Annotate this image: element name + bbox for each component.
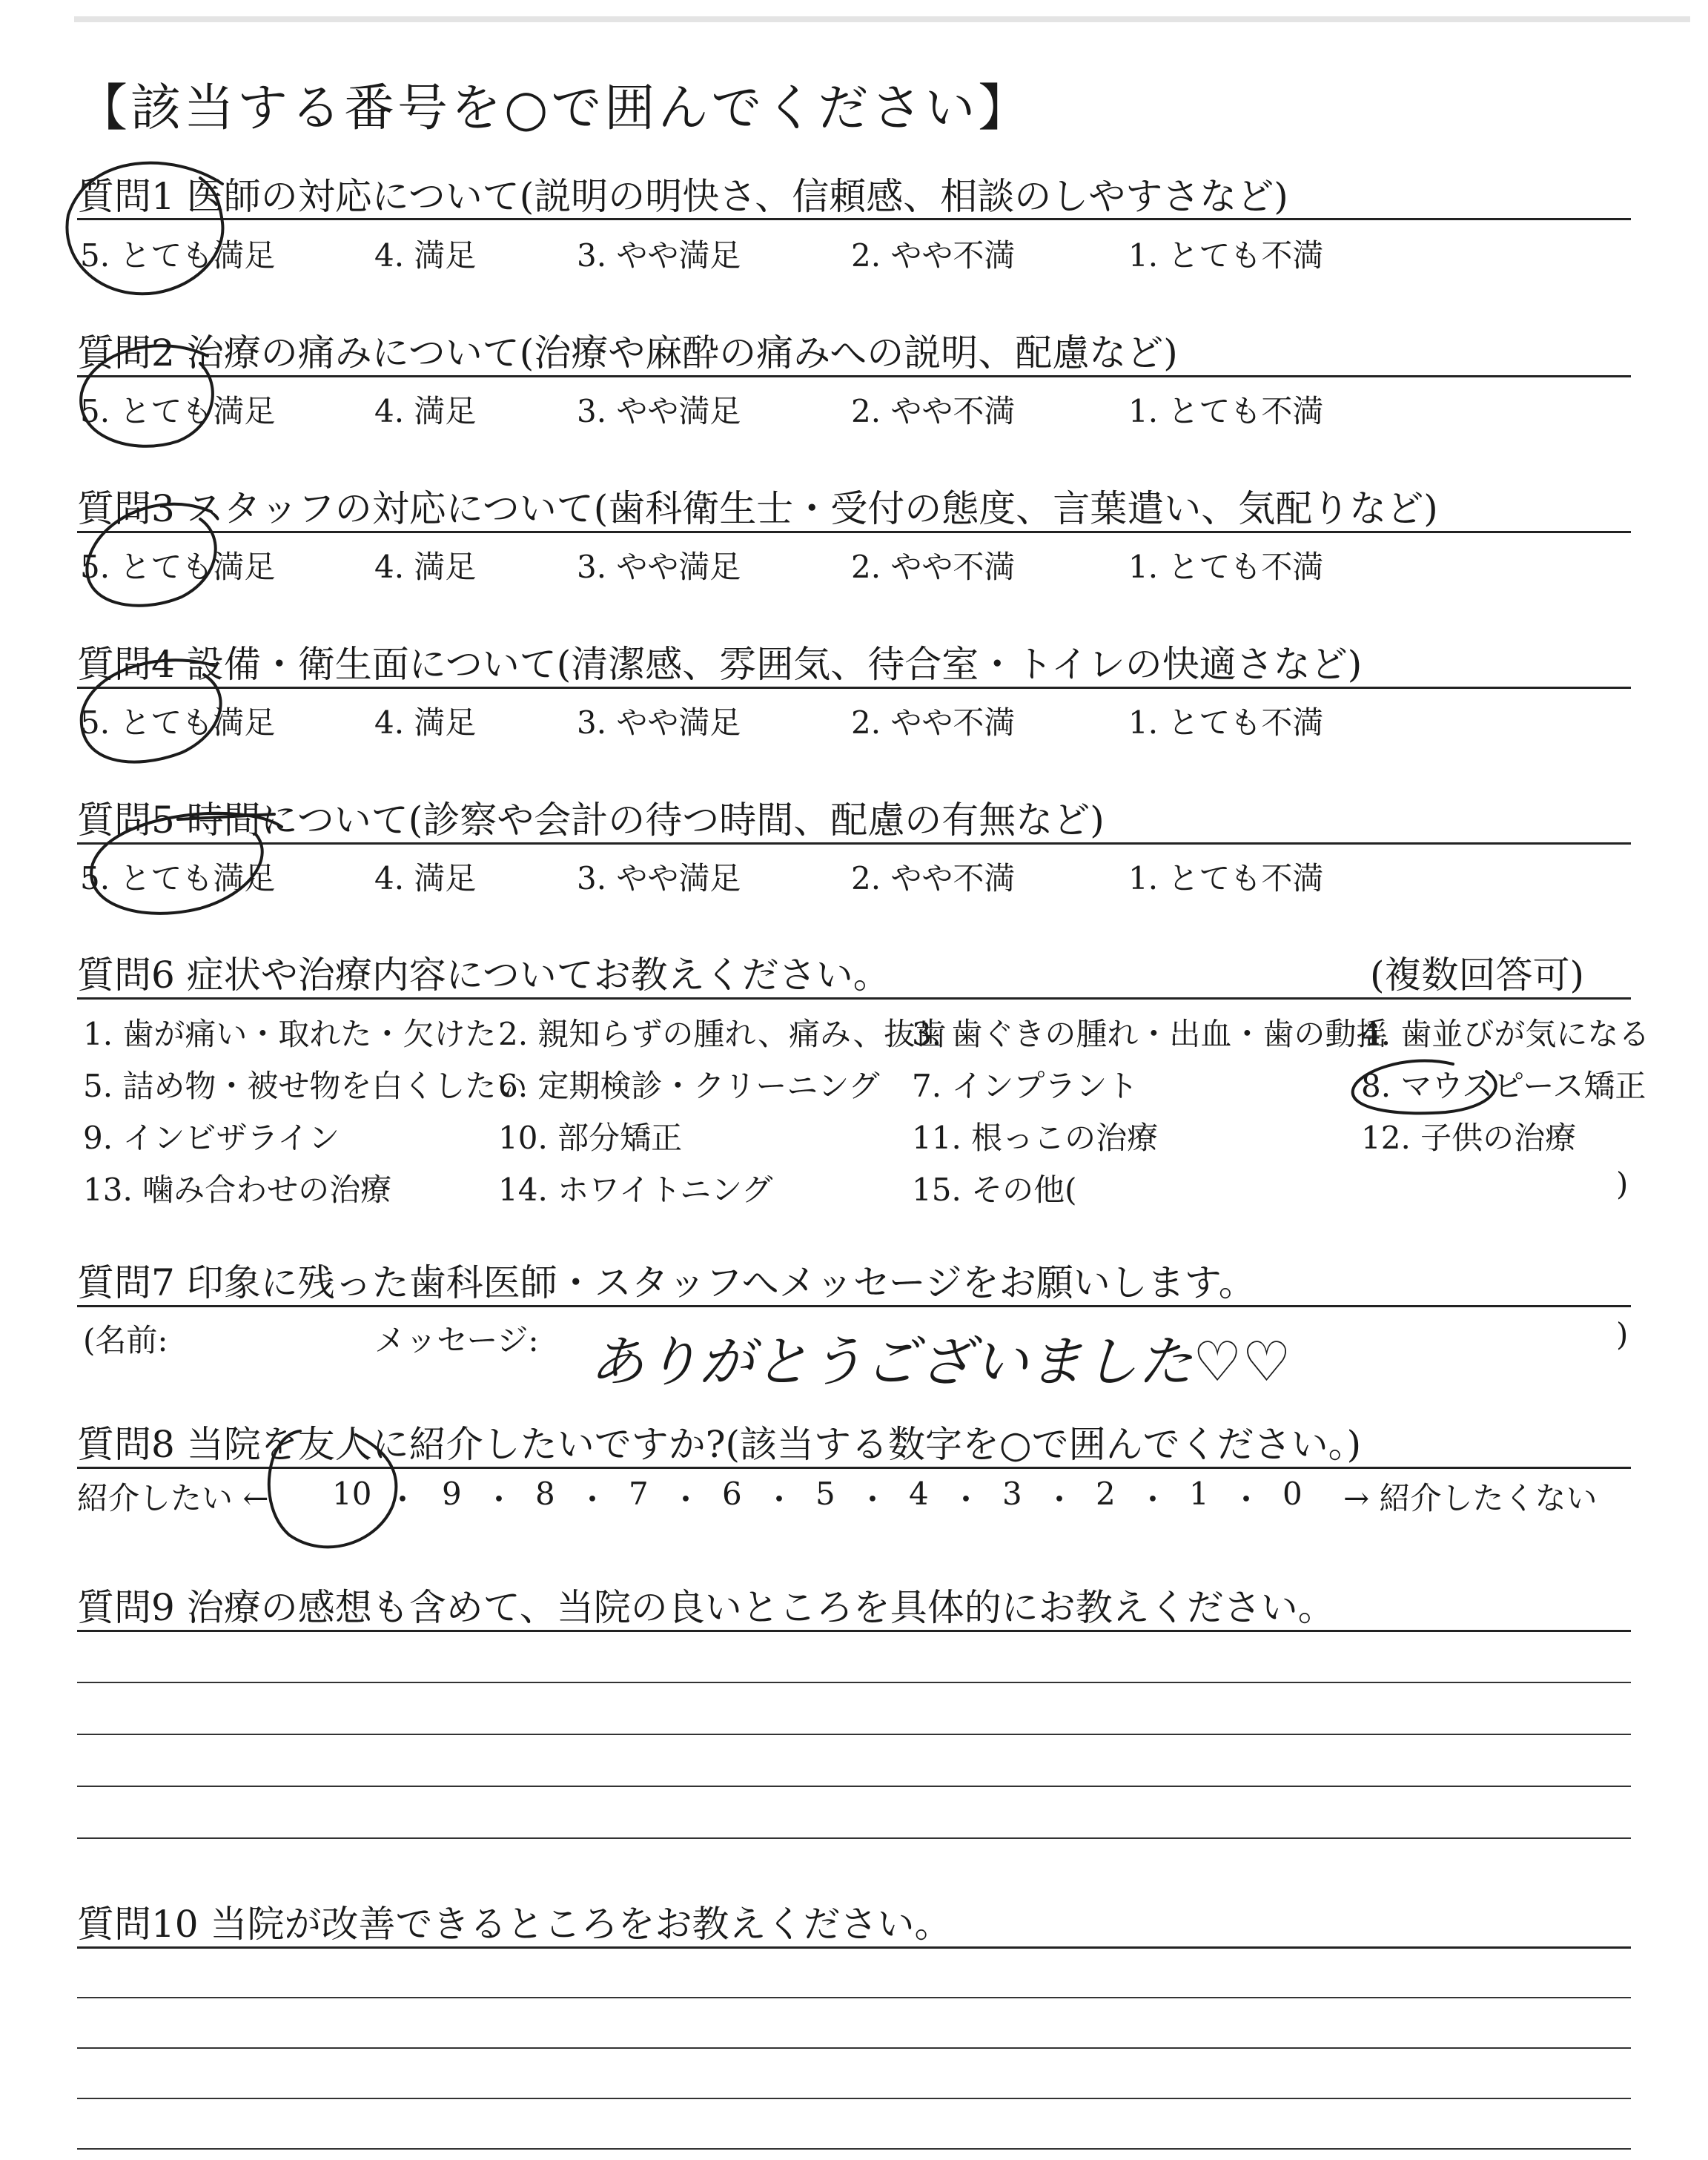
q6-option-14[interactable]: 14. ホワイトニング — [498, 1172, 773, 1208]
question-3-label: 質問3 スタッフの対応について(歯科衛生士・受付の態度、言葉遣い、気配りなど) — [77, 487, 1438, 530]
q9-answer-line[interactable] — [77, 1786, 1631, 1787]
q8-dot: ・ — [483, 1482, 515, 1518]
q3-option-1[interactable]: 1. とても不満 — [1128, 549, 1324, 585]
q1-option-2[interactable]: 2. やや不満 — [851, 237, 1016, 274]
q4-option-3[interactable]: 3. やや満足 — [577, 704, 741, 741]
q8-score-4[interactable]: 4 — [909, 1476, 929, 1512]
q8-score-8[interactable]: 8 — [535, 1476, 555, 1512]
q8-dot: ・ — [857, 1482, 889, 1518]
q10-answer-line[interactable] — [77, 2148, 1631, 2150]
q9-answer-line[interactable] — [77, 1682, 1631, 1683]
form-title: 【該当する番号を○で囲んでください】 — [77, 79, 1032, 138]
q8-score-9[interactable]: 9 — [442, 1476, 462, 1512]
q6-option-15[interactable]: 15. その他( — [912, 1172, 1077, 1208]
q8-score-6[interactable]: 6 — [722, 1476, 742, 1512]
q4-option-2[interactable]: 2. やや不満 — [851, 704, 1016, 741]
question-4-rule — [77, 687, 1631, 689]
q5-option-1[interactable]: 1. とても不満 — [1128, 860, 1324, 896]
question-6-rule — [77, 997, 1631, 1000]
q2-option-5[interactable]: 5. とても満足 — [80, 393, 276, 429]
q8-score-5[interactable]: 5 — [815, 1476, 835, 1512]
q6-option-5[interactable]: 5. 詰め物・被せ物を白くしたい — [83, 1068, 528, 1104]
question-5-rule — [77, 842, 1631, 845]
q6-option-8[interactable]: 8. マウスピース矯正 — [1361, 1068, 1646, 1104]
q6-option-1[interactable]: 1. 歯が痛い・取れた・欠けた — [83, 1016, 497, 1052]
q8-score-0[interactable]: 0 — [1282, 1476, 1302, 1512]
q4-option-1[interactable]: 1. とても不満 — [1128, 704, 1324, 741]
q7-close-paren: ) — [1616, 1316, 1629, 1353]
q6-option-13[interactable]: 13. 噛み合わせの治療 — [83, 1172, 392, 1208]
q4-option-4[interactable]: 4. 満足 — [374, 704, 477, 741]
q3-option-5[interactable]: 5. とても満足 — [80, 549, 276, 585]
q8-dot: ・ — [950, 1482, 982, 1518]
question-6-label: 質問6 症状や治療内容についてお教えください。 — [77, 954, 890, 997]
q5-option-2[interactable]: 2. やや不満 — [851, 860, 1016, 896]
q6-option-2[interactable]: 2. 親知らずの腫れ、痛み、抜歯 — [498, 1016, 947, 1052]
q7-message-label: メッセージ: — [374, 1322, 539, 1358]
q5-option-4[interactable]: 4. 満足 — [374, 860, 477, 896]
q3-option-2[interactable]: 2. やや不満 — [851, 549, 1016, 585]
question-4-label: 質問4 設備・衛生面について(清潔感、雰囲気、待合室・トイレの快適さなど) — [77, 643, 1363, 686]
question-1-rule — [77, 218, 1631, 220]
q8-score-7[interactable]: 7 — [629, 1476, 649, 1512]
q7-handwritten-message: ありがとうございました♡♡ — [589, 1330, 1291, 1394]
q6-option-15-close: ) — [1616, 1166, 1629, 1202]
q10-answer-line[interactable] — [77, 2047, 1631, 2049]
q3-option-4[interactable]: 4. 満足 — [374, 549, 477, 585]
q8-right-label: → 紹介したくない — [1343, 1480, 1598, 1516]
question-1-label: 質問1 医師の対応について(説明の明快さ、信頼感、相談のしやすさなど) — [77, 175, 1288, 218]
q8-score-10[interactable]: 10 — [332, 1476, 372, 1512]
question-3-rule — [77, 531, 1631, 533]
q1-option-4[interactable]: 4. 満足 — [374, 237, 477, 274]
q8-dot: ・ — [1137, 1482, 1169, 1518]
q6-option-7[interactable]: 7. インプラント — [912, 1068, 1139, 1104]
question-9-label: 質問9 治療の感想も含めて、当院の良いところを具体的にお教えください。 — [77, 1586, 1335, 1629]
question-10-label: 質問10 当院が改善できるところをお教えください。 — [77, 1903, 952, 1946]
q2-option-2[interactable]: 2. やや不満 — [851, 393, 1016, 429]
q9-answer-line[interactable] — [77, 1734, 1631, 1735]
q2-option-1[interactable]: 1. とても不満 — [1128, 393, 1324, 429]
question-2-label: 質問2 治療の痛みについて(治療や麻酔の痛みへの説明、配慮など) — [77, 331, 1178, 374]
q8-dot: ・ — [670, 1482, 702, 1518]
q8-score-3[interactable]: 3 — [1002, 1476, 1022, 1512]
q7-name-label: (名前: — [83, 1322, 168, 1358]
q6-option-10[interactable]: 10. 部分矯正 — [498, 1120, 683, 1156]
q8-left-label: 紹介したい ← — [77, 1480, 269, 1516]
question-2-rule — [77, 375, 1631, 377]
q1-option-5[interactable]: 5. とても満足 — [80, 237, 276, 274]
q3-option-3[interactable]: 3. やや満足 — [577, 549, 741, 585]
question-9-rule — [77, 1630, 1631, 1632]
question-6-note: (複数回答可) — [1370, 954, 1585, 997]
q1-option-3[interactable]: 3. やや満足 — [577, 237, 741, 274]
q10-answer-line[interactable] — [77, 2098, 1631, 2099]
q8-dot: ・ — [1231, 1482, 1262, 1518]
q6-option-9[interactable]: 9. インビザライン — [83, 1120, 340, 1156]
q5-option-3[interactable]: 3. やや満足 — [577, 860, 741, 896]
q2-option-3[interactable]: 3. やや満足 — [577, 393, 741, 429]
question-7-label: 質問7 印象に残った歯科医師・スタッフへメッセージをお願いします。 — [77, 1261, 1256, 1304]
q1-option-1[interactable]: 1. とても不満 — [1128, 237, 1324, 274]
q6-option-11[interactable]: 11. 根っこの治療 — [912, 1120, 1159, 1156]
scan-top-edge — [74, 16, 1690, 22]
question-10-rule — [77, 1946, 1631, 1949]
q4-option-5[interactable]: 5. とても満足 — [80, 704, 276, 741]
q6-option-3[interactable]: 3. 歯ぐきの腫れ・出血・歯の動揺 — [912, 1016, 1388, 1052]
q8-dot: ・ — [764, 1482, 795, 1518]
q2-option-4[interactable]: 4. 満足 — [374, 393, 477, 429]
q10-answer-line[interactable] — [77, 1997, 1631, 1998]
q6-option-4[interactable]: 4. 歯並びが気になる — [1361, 1016, 1650, 1052]
q8-dot: ・ — [577, 1482, 609, 1518]
q8-dot: ・ — [1044, 1482, 1076, 1518]
question-8-rule — [77, 1467, 1631, 1469]
q8-score-2[interactable]: 2 — [1096, 1476, 1116, 1512]
q8-dot: ・ — [387, 1482, 419, 1518]
q6-option-12[interactable]: 12. 子供の治療 — [1361, 1120, 1577, 1156]
question-7-rule — [77, 1305, 1631, 1307]
q8-score-1[interactable]: 1 — [1189, 1476, 1209, 1512]
question-5-label: 質問5 時間について(診察や会計の待つ時間、配慮の有無など) — [77, 799, 1105, 842]
question-8-label: 質問8 当院を友人に紹介したいですか?(該当する数字を○で囲んでください。) — [77, 1423, 1362, 1466]
q6-option-6[interactable]: 6. 定期検診・クリーニング — [498, 1068, 880, 1104]
q9-answer-line[interactable] — [77, 1837, 1631, 1839]
q5-option-5[interactable]: 5. とても満足 — [80, 860, 276, 896]
